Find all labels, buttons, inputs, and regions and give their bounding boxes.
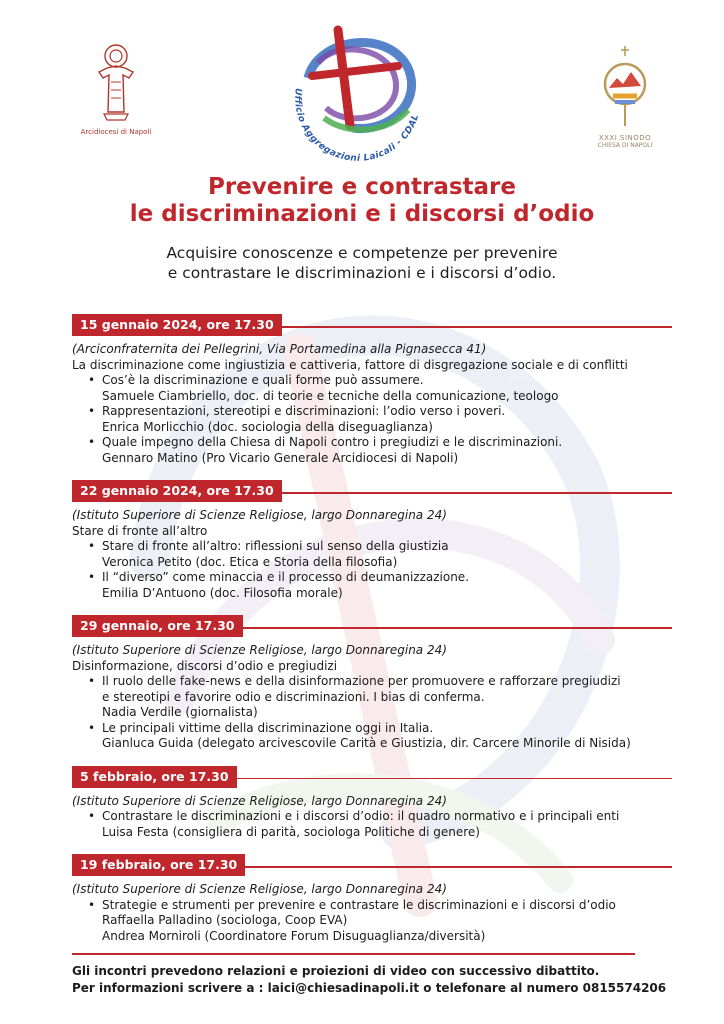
talk-title: • Rappresentazioni, stereotipi e discriminazioni: l’odio verso i poveri. [102,404,506,418]
event-date: 19 febbraio, ore 17.30 [72,854,245,876]
title-line-2: le discriminazioni e i discorsi d’odio [129,201,595,227]
event-date: 5 febbraio, ore 17.30 [72,766,237,788]
talks-list [72,539,672,601]
talk-speaker: Gianluca Guida (delegato arcivescovile Carità e Giustizia, dir. Carcere Minorile di Nisida) [102,736,631,750]
talk-item [72,721,672,752]
event-location: (Istituto Superiore di Scienze Religiose, largo Donnaregina 24) [72,882,447,896]
saint-figure-icon [89,42,143,122]
footer [72,963,672,997]
event-date-bar [72,480,672,502]
sinodo-emblem-icon [601,44,649,130]
talk-title: • Contrastare le discriminazioni e i discorsi d’odio: il quadro normativo e i principali enti [102,809,620,823]
talk-item [72,404,672,435]
talk-speaker: Luisa Festa (consigliera di parità, sociologa Politiche di genere) [102,824,480,839]
cdal-logo [278,18,438,168]
cdal-emblem-icon [278,18,438,168]
talk-speaker: Samuele Ciambriello, doc. di teorie e tecniche della comunicazione, teologo [102,388,559,403]
talk-item [72,435,672,466]
talk-item [72,570,672,601]
event-location: (Istituto Superiore di Scienze Religiose, largo Donnaregina 24) [72,508,447,522]
event-item [72,615,672,752]
cdal-caption: Ufficio Aggregazioni Laicali - CDAL [292,87,422,164]
event-date-bar [72,314,672,336]
talk-speaker: Enrica Morlicchio (doc. sociologia della diseguaglianza) [102,419,433,434]
talk-speaker: Gennaro Matino (Pro Vicario Generale Arcidiocesi di Napoli) [102,450,459,465]
talk-title: • Strategie e strumenti per prevenire e contrastare le discriminazioni e i discorsi d’odio [102,897,616,912]
talk-speaker: Veronica Petito (doc. Etica e Storia della filosofia) [102,554,398,569]
arcidiocesi-caption: Arcidiocesi di Napoli [80,128,152,136]
subtitle-line-2: e contrastare le discriminazioni e i discorsi d’odio. [167,264,557,282]
event-item [72,766,672,841]
footer-divider [72,953,635,955]
event-date-bar [72,854,672,876]
talk-title: • Cos’è la discriminazione e quali forme può assumere. [102,373,424,387]
sinodo-logo [590,44,660,149]
event-location: (Arciconfraternita dei Pellegrini, Via Portamedina alla Pignasecca 41) [72,342,487,356]
event-date: 29 gennaio, ore 17.30 [72,615,243,637]
event-item [72,314,672,466]
talk-title: • Stare di fronte all’altro: riflessioni sul senso della giustizia [102,539,449,553]
talks-list [72,674,672,752]
sinodo-caption-1: XXXI SINODO [598,134,652,142]
talk-title-continued: e stereotipi e favorire odio e discriminazioni. I bias di conferma. [102,689,485,704]
talk-item [72,898,672,945]
event-date: 22 gennaio 2024, ore 17.30 [72,480,282,502]
event-date-bar [72,766,672,788]
event-item [72,480,672,601]
arcidiocesi-logo [76,42,156,136]
talk-title: • Il ruolo delle fake-news e della disinformazione per promuovere e rafforzare pregiudizi [102,674,621,688]
talk-speaker: Nadia Verdile (giornalista) [102,705,258,719]
event-theme: Disinformazione, discorsi d’odio e pregiudizi [72,658,338,673]
title-line-1: Prevenire e contrastare [207,174,517,200]
talk-title: • Il “diverso” come minaccia e il processo di deumanizzazione. [102,570,470,584]
talk-item [72,373,672,404]
sinodo-caption-2: CHIESA DI NAPOLI [597,142,653,149]
events-list [72,314,672,944]
event-location: (Istituto Superiore di Scienze Religiose, largo Donnaregina 24) [72,793,447,808]
event-date: 15 gennaio 2024, ore 17.30 [72,314,282,336]
talk-title: • Quale impegno della Chiesa di Napoli contro i pregiudizi e le discriminazioni. [102,435,563,449]
talk-item [72,539,672,570]
event-theme: Stare di fronte all’altro [72,523,208,538]
talks-list [72,898,672,945]
footer-contact: Per informazioni scrivere a : laici@chiesadinapoli.it o telefonare al numero 0815574206 [72,981,667,995]
talk-title: • Le principali vittime della discriminazione oggi in Italia. [102,720,434,735]
event-location: (Istituto Superiore di Scienze Religiose, largo Donnaregina 24) [72,643,447,657]
talks-list [72,809,672,840]
subtitle-line-1: Acquisire conoscenze e competenze per prevenire [166,244,558,262]
talk-item [72,674,672,721]
talk-item [72,809,672,840]
header [0,0,724,170]
talk-speaker: Andrea Morniroli (Coordinatore Forum Disuguaglianza/diversità) [102,928,486,943]
event-date-bar [72,615,672,637]
event-item [72,854,672,944]
page-subtitle [0,243,724,283]
talk-speaker: Raffaella Palladino (sociologa, Coop EVA) [102,913,348,927]
page-title [0,174,724,228]
footer-note: Gli incontri prevedono relazioni e proiezioni di video con successivo dibattito. [72,964,600,978]
talks-list [72,373,672,466]
talk-speaker: Emilia D’Antuono (doc. Filosofia morale) [102,585,343,600]
event-theme: La discriminazione come ingiustizia e cattiveria, fattore di disgregazione sociale e di conflitti [72,357,628,372]
